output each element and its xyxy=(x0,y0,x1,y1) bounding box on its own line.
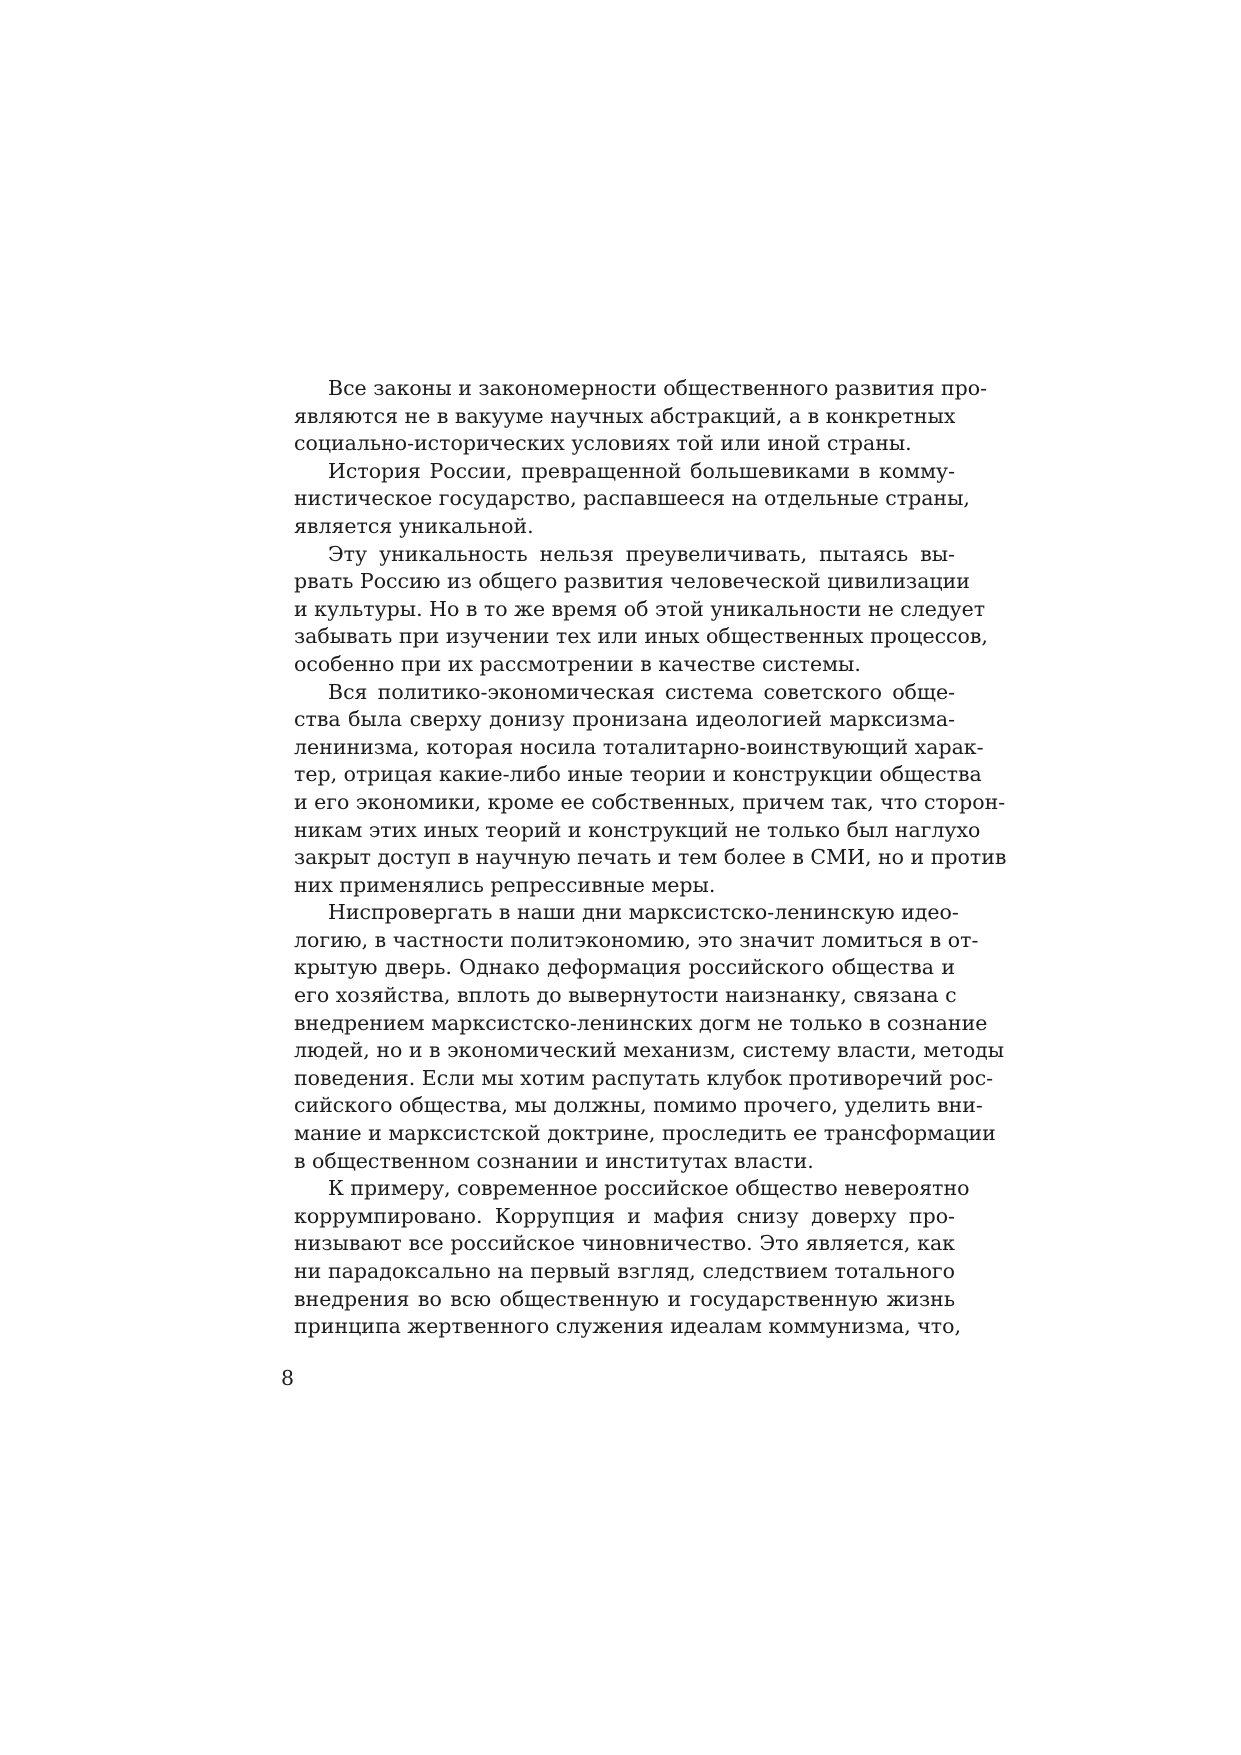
text-line: мание и марксистской доктрине, проследить ее трансформации xyxy=(294,1121,996,1146)
text-line: них применялись репрессивные меры. xyxy=(294,872,716,897)
text-line: его хозяйства, вплоть до вывернутости наизнанку, связана с xyxy=(294,983,957,1008)
paragraph xyxy=(294,899,1005,1175)
text-line: тер, отрицая какие-либо иные теории и конструкции общества xyxy=(294,762,982,787)
text-line: К примеру, современное российское общество невероятно xyxy=(328,1176,970,1201)
text-line: ленинизма, которая носила тоталитарно-воинствующий харак- xyxy=(294,734,984,759)
text-line: никам этих иных теорий и конструкций не только был наглухо xyxy=(294,817,981,842)
paragraph xyxy=(294,458,970,541)
text-line: людей, но и в экономический механизм, систему власти, методы xyxy=(294,1038,1005,1063)
text-line: Ниспровергать в наши дни марксистско-ленинскую идео- xyxy=(328,900,959,925)
text-line: коррумпировано. Коррупция и мафия снизу доверху про- xyxy=(294,1203,955,1228)
text-line: особенно при их рассмотрении в качестве системы. xyxy=(294,651,861,676)
text-line: в общественном сознании и институтах власти. xyxy=(294,1148,814,1173)
text-line: закрыт доступ в научную печать и тем более в СМИ, но и против xyxy=(294,845,1007,870)
text-line: забывать при изучении тех или иных общественных процессов, xyxy=(294,624,988,649)
text-line: внедрением марксистско-ленинских догм не только в сознание xyxy=(294,1010,988,1035)
paragraph xyxy=(294,1175,970,1341)
paragraph xyxy=(294,375,988,458)
text-line: История России, превращенной большевиками в комму- xyxy=(328,458,955,483)
text-line: ни парадоксально на первый взгляд, следствием тотального xyxy=(294,1259,955,1283)
text-line: является уникальной. xyxy=(294,513,534,538)
text-line: низывают все российское чиновничество. Это является, как xyxy=(294,1231,955,1256)
text-line: поведения. Если мы хотим распутать клубок противоречий рос- xyxy=(294,1065,994,1090)
text-line: социально-исторических условиях той или иной страны. xyxy=(294,431,912,456)
text-line: Вся политико-экономическая система советского обще- xyxy=(328,679,955,704)
text-line: нистическое государство, распавшееся на отдельные страны, xyxy=(294,486,970,511)
text-line: принципа жертвенного служения идеалам коммунизма, что, xyxy=(294,1314,962,1339)
text-line: логию, в частности политэкономию, это значит ломиться в от- xyxy=(294,927,979,952)
body-text xyxy=(294,375,1007,1341)
text-line: Эту уникальность нельзя преувеличивать, пытаясь вы- xyxy=(328,541,955,566)
paragraph xyxy=(294,541,988,679)
text-line: Все законы и закономерности общественного развития про- xyxy=(328,376,988,400)
text-line: ства была сверху донизу пронизана идеологией марксизма- xyxy=(294,707,955,732)
text-line: и культуры. Но в то же время об этой уникальности не следует xyxy=(294,596,986,621)
text-line: крытую дверь. Однако деформация российского общества и xyxy=(294,955,955,980)
text-line: внедрения во всю общественную и государственную жизнь xyxy=(294,1286,955,1311)
text-line: рвать Россию из общего развития человеческой цивилизации xyxy=(294,569,970,594)
text-line: и его экономики, кроме ее собственных, причем так, что сторон- xyxy=(294,789,1006,814)
paragraph xyxy=(294,679,1007,900)
page-number: 8 xyxy=(281,1366,295,1390)
text-line: являются не в вакууме научных абстракций, а в конкретных xyxy=(294,403,956,428)
text-line: сийского общества, мы должны, помимо прочего, уделить вни- xyxy=(294,1093,983,1118)
